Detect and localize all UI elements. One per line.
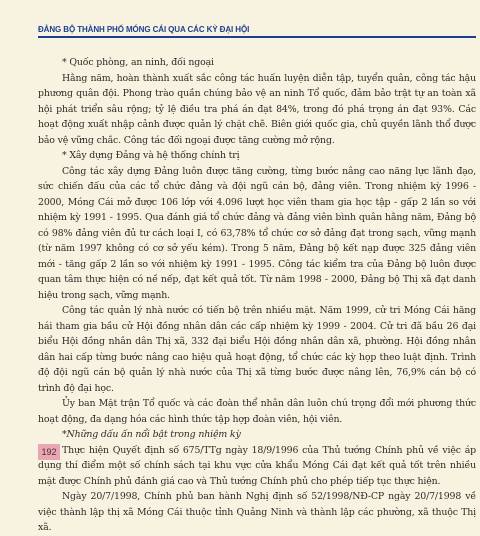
paragraph-state-management: Công tác quản lý nhà nước có tiến bộ trên nhiều mặt. Năm 1999, cử tri Móng Cái hăng hái tham gia bầu cử Hội đồng nhân dân các cấp nhiệm kỳ 1999 - 2004. Cử tri đã bầu 26 đại biểu Hội đồng nhân dân Thị xã, 332 đại biểu Hội đồng nhân dân xã, phường. Hội đồng nhân dân hai cấp từng bước nâng cao hiệu quả hoạt động, tổ chức các kỳ họp theo luật định. Trình độ đội ngũ cán bộ quản lý nhà nước của Thị xã từng bước được nâng lên, 76,9% cán bộ có trình độ đại học.	[38, 305, 476, 394]
paragraph-defense: Hằng năm, hoàn thành xuất sắc công tác huấn luyện diễn tập, tuyển quân, công tác hậu phương quân đội. Phong trào quần chúng bảo vệ an ninh Tổ quốc, đảm bảo trật tự an toàn xã hội phát triển sâu rộng; tỷ lệ điều tra phá án đạt 84%, trong đó phá trọng án đạt 93%. Các hoạt động xuất nhập cảnh được quản lý chặt chẽ. Biên giới quốc gia, chủ quyền lãnh thổ được bảo vệ vững chắc. Công tác đối ngoại được tăng cường mở rộng.	[38, 72, 476, 146]
paragraph-decision-675: Thực hiện Quyết định số 675/TTg ngày 18/9/1996 của Thủ tướng Chính phủ về việc áp dụng thí điểm một số chính sách tại khu vực cửa khẩu Móng Cái đạt kết quả tốt trên nhiều mặt được Chính phủ đánh giá cao và Thủ tướng Chính phủ cho phép tiếp tục thực hiện.	[38, 444, 476, 487]
paragraph-decree-52: Ngày 20/7/1998, Chính phủ ban hành Nghị định số 52/1998/NĐ-CP ngày 20/7/1998 về việc thành lập thị xã Móng Cái thuộc tỉnh Quảng Ninh và thành lập các phường, xã thuộc Thị xã.	[38, 491, 476, 533]
paragraph-fatherland-front: Ủy ban Mặt trận Tổ quốc và các đoàn thể nhân dân luôn chú trọng đổi mới phương thức hoạt động, đa dạng hóa các hình thức tập hợp đoàn viên, hội viên.	[38, 398, 476, 425]
running-header	[38, 25, 476, 38]
section-heading-defense: * Quốc phòng, an ninh, đối ngoại	[62, 57, 214, 68]
paragraph-party-building: Công tác xây dựng Đảng luôn được tăng cường, từng bước nâng cao năng lực lãnh đạo, sức chiến đấu của các tổ chức đảng và đội ngũ cán bộ, đảng viên. Trong nhiệm kỳ 1996 - 2000, Móng Cái mở được 106 lớp với 4.096 lượt học viên tham gia học tập - gấp 2 lần so với nhiệm kỳ 1991 - 1995. Qua đánh giá tổ chức đảng và đảng viên bình quân hằng năm, Đảng bộ có 98% đảng viên đủ tư cách loại I, có 63,78% tổ chức cơ sở đảng đạt trong sạch, vững mạnh (từ năm 1997 không có cơ sở yếu kém). Trong 5 năm, Đảng bộ kết nạp được 325 đảng viên mới - tăng gấp 2 lần so với nhiệm kỳ 1991 - 1995. Công tác kiểm tra của Đảng bộ luôn được quan tâm thực hiện có nề nếp, đạt kết quả tốt. Từ năm 1998 - 2000, Đảng bộ Thị xã đạt danh hiệu trong sạch, vững mạnh.	[38, 165, 476, 301]
section-heading-party-building: * Xây dựng Đảng và hệ thống chính trị	[62, 150, 240, 161]
body-text	[38, 55, 476, 536]
header-rule	[38, 36, 476, 38]
page-number: 192	[38, 444, 60, 460]
section-heading-highlights: *Những dấu ấn nổi bật trong nhiệm kỳ	[62, 429, 241, 440]
running-header-title: ĐẢNG BỘ THÀNH PHỐ MÓNG CÁI QUA CÁC KỲ ĐẠI HỘI	[38, 25, 250, 34]
